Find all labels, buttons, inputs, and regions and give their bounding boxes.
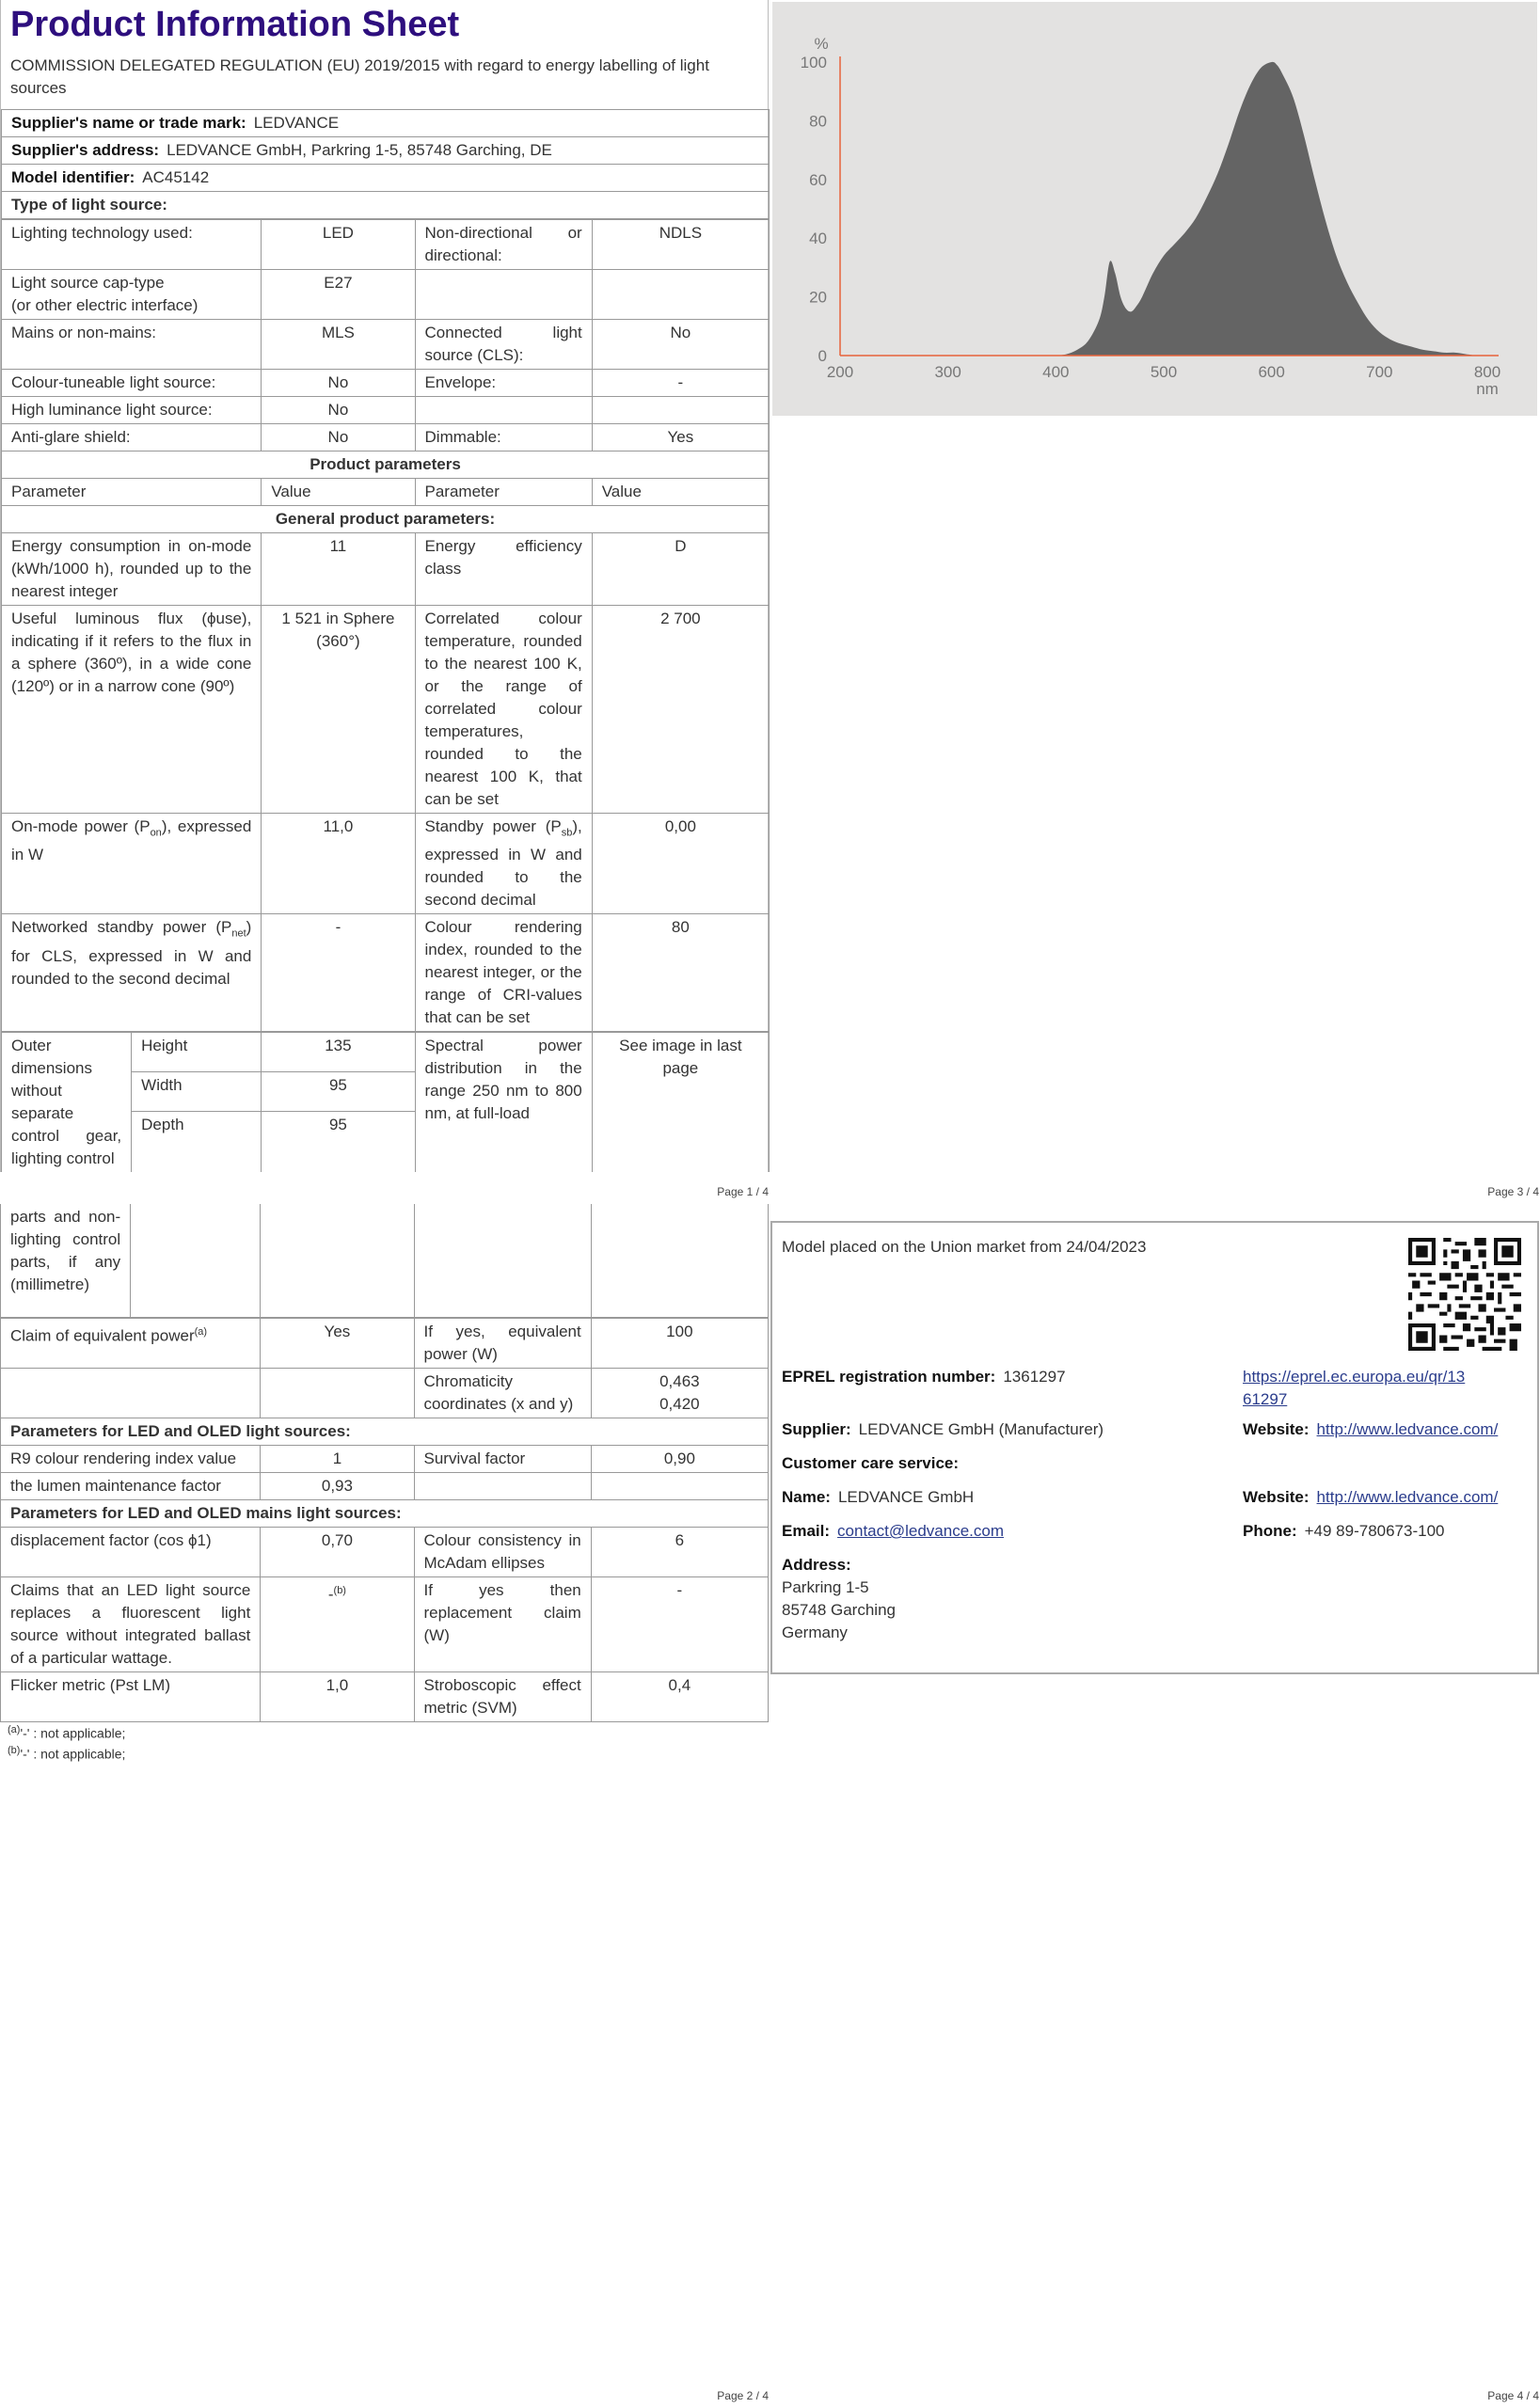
type-heading: Type of light source: xyxy=(2,192,770,219)
y-axis-label: % xyxy=(814,35,829,53)
param-row: On-mode power $(P_{on})$, expressed in W 11,0 Standby power $(P_{sb})$, expressed in W and rounded to the second decimal 0,00 xyxy=(2,814,770,914)
spectral-chart-svg xyxy=(772,2,1537,416)
spectrum-area xyxy=(1056,62,1476,356)
width-value: 95 xyxy=(262,1072,415,1112)
info-sheet xyxy=(0,0,769,1172)
website-link[interactable]: http://www.ledvance.com/ xyxy=(1316,1420,1499,1438)
page-number: Page 2 / 4 xyxy=(717,2389,769,2402)
page-number: Page 3 / 4 xyxy=(1487,1185,1539,1198)
type-row: Colour-tuneable light source: No Envelope: - xyxy=(2,370,770,397)
outer-dimensions-label: Outer dimensions without separate control gear, lighting control xyxy=(2,1033,132,1173)
page-1 xyxy=(0,0,769,1204)
depth-value: 95 xyxy=(262,1112,415,1173)
supplier-row: Supplier: LEDVANCE GmbH (Manufacturer) xyxy=(782,1420,1104,1438)
continued-table xyxy=(0,1204,769,1318)
supplier-info-box xyxy=(770,1221,1539,1674)
type-row: High luminance light source: No xyxy=(2,397,770,424)
params-table xyxy=(0,1318,769,1722)
spd-label: Spectral power distribution in the range 250 nm to 800 nm, at full-load xyxy=(415,1033,592,1173)
y-tick-label: 80 xyxy=(809,112,827,131)
supplier-address-row: Supplier's address: LEDVANCE GmbH, Parkring 1-5, 85748 Garching, DE xyxy=(2,137,770,165)
param-row: Flicker metric (Pst LM) 1,0 Stroboscopic effect metric (SVM) 0,4 xyxy=(1,1672,769,1722)
eprel-row: EPREL registration number: 1361297 xyxy=(782,1368,1066,1386)
qr-code-icon[interactable] xyxy=(1408,1238,1521,1351)
care-website-link[interactable]: http://www.ledvance.com/ xyxy=(1316,1488,1499,1506)
name-row: Name: LEDVANCE GmbH xyxy=(782,1488,975,1506)
phone-row: Phone: +49 89-780673-100 xyxy=(1243,1522,1445,1540)
model-row: Model identifier: AC45142 xyxy=(2,165,770,192)
y-tick-label: 40 xyxy=(809,230,827,248)
x-tick-label: 500 xyxy=(1150,363,1178,381)
param-row: Energy consumption in on-mode (kWh/1000 h), rounded up to the nearest integer 11 Energy efficiency class D xyxy=(2,533,770,606)
type-table xyxy=(1,219,770,1032)
outer-dimensions-continued: parts and non-lighting control parts, if any (millimetre) xyxy=(1,1204,131,1318)
y-tick-label: 100 xyxy=(800,54,827,71)
page-4 xyxy=(770,1204,1539,2408)
type-row: Light source cap-type (or other electric interface) E27 xyxy=(2,270,770,320)
email-row: Email: contact@ledvance.com xyxy=(782,1522,1004,1540)
spd-value: See image in last page xyxy=(592,1033,769,1173)
regulation-subtitle: COMMISSION DELEGATED REGULATION (EU) 2019/2015 with regard to energy labelling of light sources xyxy=(10,56,709,97)
dimensions-table xyxy=(1,1032,770,1172)
param-row: Useful luminous flux (ϕuse), indicating if it refers to the flux in a sphere (360º), in a wide cone (120º) or in a narrow cone (90º) 1 521 in Sphere (360°) Correlated colour temperature, rounded to the nearest 100 K, or the range of correlated colour temperatures, rounded to the nearest 100 K, that can be set 2 700 xyxy=(2,606,770,814)
info-sheet-continued xyxy=(0,1204,767,1763)
x-tick-label: 800 xyxy=(1473,363,1501,381)
general-parameters-heading: General product parameters: xyxy=(2,506,770,533)
y-tick-label: 60 xyxy=(809,170,827,189)
param-row: R9 colour rendering index value 1 Survival factor 0,90 xyxy=(1,1446,769,1473)
y-tick-label: 0 xyxy=(818,347,827,365)
x-tick-label: 200 xyxy=(826,363,854,381)
page-2 xyxy=(0,1204,769,2408)
info-table xyxy=(1,109,770,219)
page-title: Product Information Sheet xyxy=(10,5,460,44)
param-row: displacement factor (cos ϕ1) 0,70 Colour consistency in McAdam ellipses 6 xyxy=(1,1528,769,1577)
type-row: Lighting technology used: LED Non-directional or directional: NDLS xyxy=(2,220,770,270)
spectral-chart xyxy=(772,2,1537,416)
column-headers: Parameter Value Parameter Value xyxy=(2,479,770,506)
param-row: the lumen maintenance factor 0,93 xyxy=(1,1473,769,1500)
page-number: Page 4 / 4 xyxy=(1487,2389,1539,2402)
param-row: Claims that an LED light source replaces a fluorescent light source without integrated ballast of a particular wattage. -$^{(b)}$ If yes then replacement claim (W) - xyxy=(1,1577,769,1672)
x-axis-label: nm xyxy=(1476,380,1499,398)
email-link[interactable]: contact@ledvance.com xyxy=(837,1522,1004,1540)
type-row: Mains or non-mains: MLS Connected light source (CLS): No xyxy=(2,320,770,370)
y-tick-label: 20 xyxy=(809,288,827,307)
param-row: Claim of equivalent power$^{(a)}$ Yes If yes, equivalent power (W) 100 xyxy=(1,1319,769,1369)
page-number: Page 1 / 4 xyxy=(717,1185,769,1198)
supplier-name-row: Supplier's name or trade mark: LEDVANCE xyxy=(2,110,770,137)
address-block: Address: Parkring 1-5 85748 Garching Germany xyxy=(782,1556,896,1641)
height-value: 135 xyxy=(262,1033,415,1072)
height-label: Height xyxy=(132,1033,262,1072)
x-tick-label: 400 xyxy=(1042,363,1070,381)
website-row: Website: http://www.ledvance.com/ xyxy=(1243,1420,1499,1438)
placed-on-market: Model placed on the Union market from 24/04/2023 xyxy=(782,1238,1147,1256)
led-heading: Parameters for LED and OLED light sources: xyxy=(1,1418,769,1446)
care-website-row: Website: http://www.ledvance.com/ xyxy=(1243,1488,1499,1506)
eprel-link[interactable]: https://eprel.ec.europa.eu/qr/13 61297 xyxy=(1243,1368,1466,1408)
footnote-a: $^{(a)}$'-' : not applicable; xyxy=(8,1724,126,1741)
param-row: Chromaticity coordinates (x and y) 0,463 0,420 xyxy=(1,1369,769,1418)
type-row: Anti-glare shield: No Dimmable: Yes xyxy=(2,424,770,452)
product-parameters-heading: Product parameters xyxy=(2,452,770,479)
x-tick-label: 300 xyxy=(934,363,961,381)
width-label: Width xyxy=(132,1072,262,1112)
param-row: Networked standby power $(P_{net})$ for CLS, expressed in W and rounded to the second decimal - Colour rendering index, rounded to the nearest integer, or the range of CRI-values that can be set 80 xyxy=(2,914,770,1032)
depth-label: Depth xyxy=(132,1112,262,1173)
mains-heading: Parameters for LED and OLED mains light sources: xyxy=(1,1500,769,1528)
x-tick-label: 600 xyxy=(1258,363,1285,381)
page-3 xyxy=(770,0,1539,1204)
footnote-b: $^{(b)}$'-' : not applicable; xyxy=(8,1744,126,1762)
x-tick-label: 700 xyxy=(1366,363,1393,381)
customer-care-label: Customer care service: xyxy=(782,1454,960,1472)
